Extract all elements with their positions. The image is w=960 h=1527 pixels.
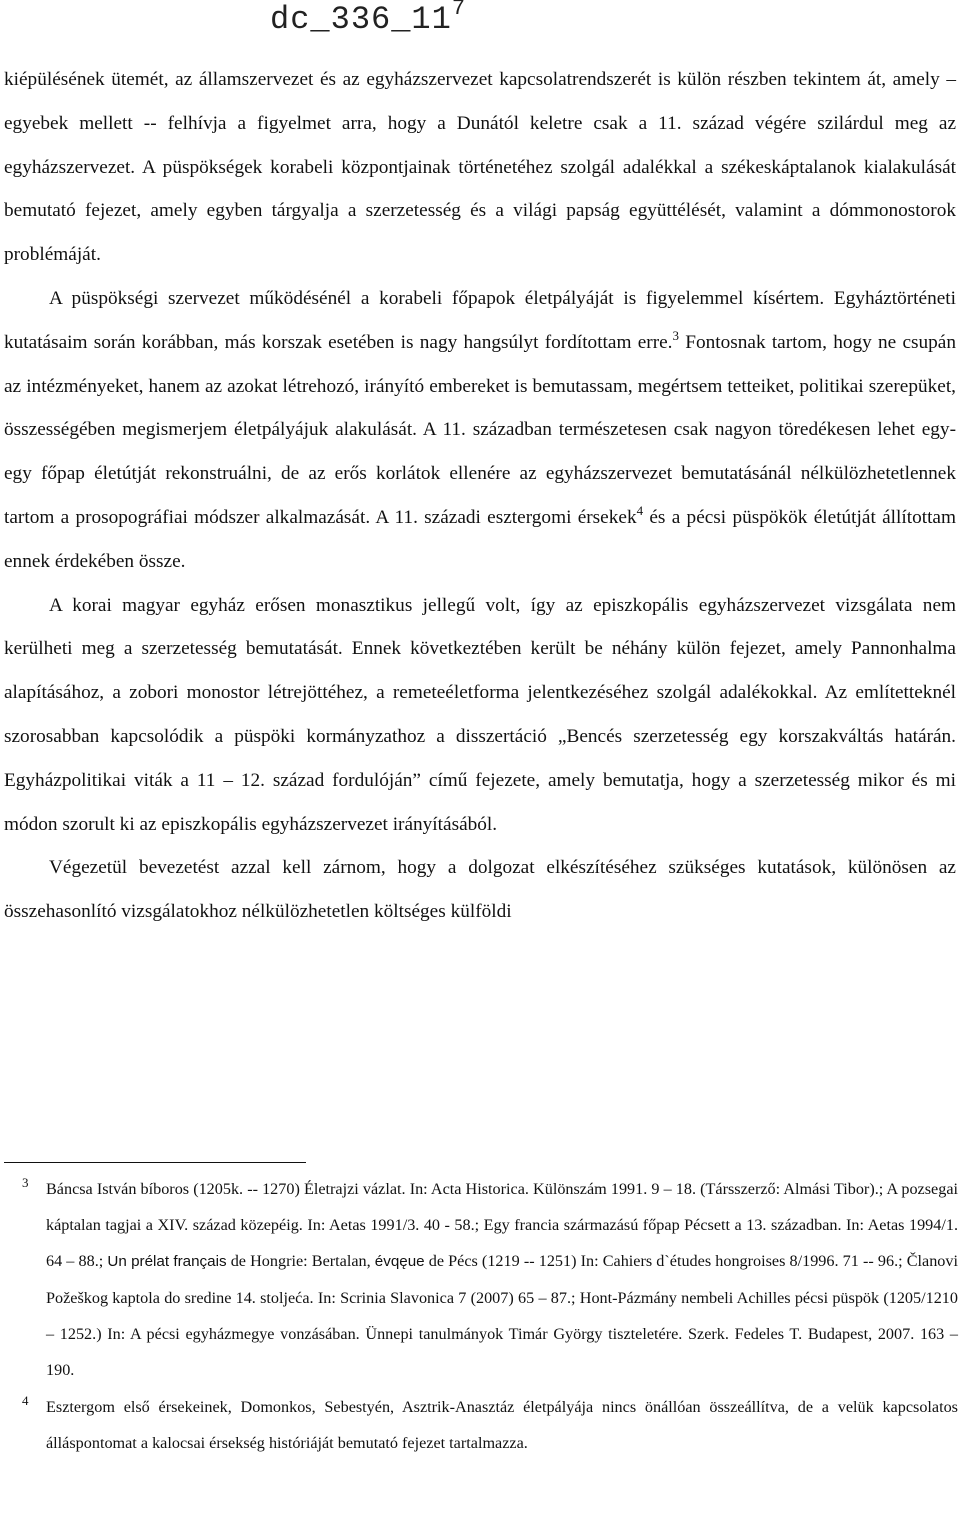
- footnote-separator: [4, 1162, 306, 1163]
- footnote-3-text-b: Un prélat français: [107, 1253, 227, 1271]
- footnote-ref-4[interactable]: 4: [636, 502, 644, 518]
- footnote-3-text-d: évqęue: [374, 1253, 425, 1271]
- paragraph-1: [4, 58, 956, 277]
- footnote-3: [4, 1171, 958, 1389]
- paragraph-2-text-b: Fontosnak tartom, hogy ne csupán az intézményeket, hanem az azokat létrehozó, irányító embereket is bemutassam, megértsem tetteiket, politikai szerepüket, összességében megismerjem életpályájuk alakulását. A 11. században természetesen csak nagyon töredékesen lehet egy-egy főpap életútját rekonstruálni, de az erős korlátok ellenére az egyházszervezet bemutatásánál nélkülözhetetlennek tartom a prosopográfiai módszer alkalmazását. A 11. századi esztergomi érsekek: [4, 331, 956, 528]
- body-text: [4, 58, 956, 934]
- footnote-3-text-c: de Hongrie: Bertalan,: [226, 1252, 375, 1271]
- paragraph-3-text: A korai magyar egyház erősen monasztikus jellegű volt, így az episzkopális egyházszervezet vizsgálata nem kerülheti meg a szerzetesség bemutatását. Ennek következtében került be néhány külön fejezet, amely Pannonhalma alapításához, a zobori monostor létrejöttéhez, a remeteéletforma jelentkezéséhez szolgál adalékokkal. Az említetteknél szorosabban kapcsolódik a püspöki kormányzathoz a disszertáció „Bencés szerzetesség egy korszakváltás határán. Egyházpolitikai viták a 11 – 12. század fordulóján” című fejezete, amely bemutatja, hogy a szerzetesség mikor és mi módon szorult ki az episzkopális egyházszervezet irányításából.: [4, 594, 956, 835]
- paragraph-1-text: kiépülésének ütemét, az államszervezet és az egyházszervezet kapcsolatrendszerét is külön részben tekintem át, amely – egyebek mellett -- felhívja a figyelmet arra, hogy a Dunától keletre csak a 11. század végére szilárdul meg az egyházszervezet. A püspökségek korabeli központjainak történetéhez szolgál adalékkal a székeskáptalanok kialakulását bemutató fejezet, amely egyben tárgyalja a szerzetesség és a világi papság együttélését, valamint a dómmonostorok problémáját.: [4, 69, 956, 266]
- paragraph-3: [4, 584, 956, 847]
- footnote-number: 4: [22, 1392, 29, 1408]
- paragraph-4-text: Végezetül bevezetést azzal kell zárnom, hogy a dolgozat elkészítéséhez szükséges kutatások, különösen az összehasonlító vizsgálatokhoz nélkülözhetetlen költséges külföldi: [4, 857, 956, 923]
- page-number: 7: [451, 0, 467, 21]
- paragraph-4: [4, 846, 956, 934]
- footnote-3-text-a: Báncsa István bíboros (1205k. -- 1270) Életrajzi vázlat. In: Acta Historica. Különszám 1991. 9 – 18. (Társszerző: Almási Tibor).; A pozsegai káptalan tagjai a XIV. század közepéig. In: Aetas 1991/3. 40 - 58.; Egy francia származású főpap Pécsett a 13. században. In: Aetas 1994/1. 64 – 88.;: [46, 1180, 958, 1271]
- footnotes: [4, 1171, 958, 1461]
- document-identifier: [270, 0, 466, 40]
- paragraph-2-text-a: A püspökségi szervezet működésénél a korabeli főpapok életpályáját is figyelemmel kísértem. Egyháztörténeti kutatásaim során korábban, más korszak esetében is nagy hangsúlyt fordítottam erre.: [4, 287, 956, 353]
- footnote-3-text-e: de Pécs (1219 -- 1251) In: Cahiers d`études hongroises 8/1996. 71 -- 96.; Članovi Požeškog kaptola do sredine 14. stoljeća. In: Scrinia Slavonica 7 (2007) 65 – 87.; Hont-Pázmány nembeli Achilles pécsi püspök (1205/1210 – 1252.) In: A pécsi egyházmegye vonzásában. Ünnepi tanulmányok Timár György tiszteletére. Szerk. Fedeles T. Budapest, 2007. 163 – 190.: [46, 1252, 958, 1380]
- paragraph-2: [4, 277, 956, 584]
- footnote-ref-3[interactable]: 3: [672, 327, 679, 343]
- footnote-number: 3: [22, 1175, 29, 1190]
- footnote-4: [4, 1389, 958, 1461]
- paragraph-2-text-c: és a pécsi püspökök életútját állítottam ennek érdekében össze.: [4, 506, 956, 572]
- doc-id-text: dc_336_11: [270, 1, 452, 38]
- footnote-4-text: Esztergom első érsekeinek, Domonkos, Sebestyén, Asztrik-Anasztáz életpályája nincs önállóan összeállítva, de a velük kapcsolatos álláspontomat a kalocsai érsekség históriáját bemutató fejezet tartalmazza.: [46, 1397, 958, 1452]
